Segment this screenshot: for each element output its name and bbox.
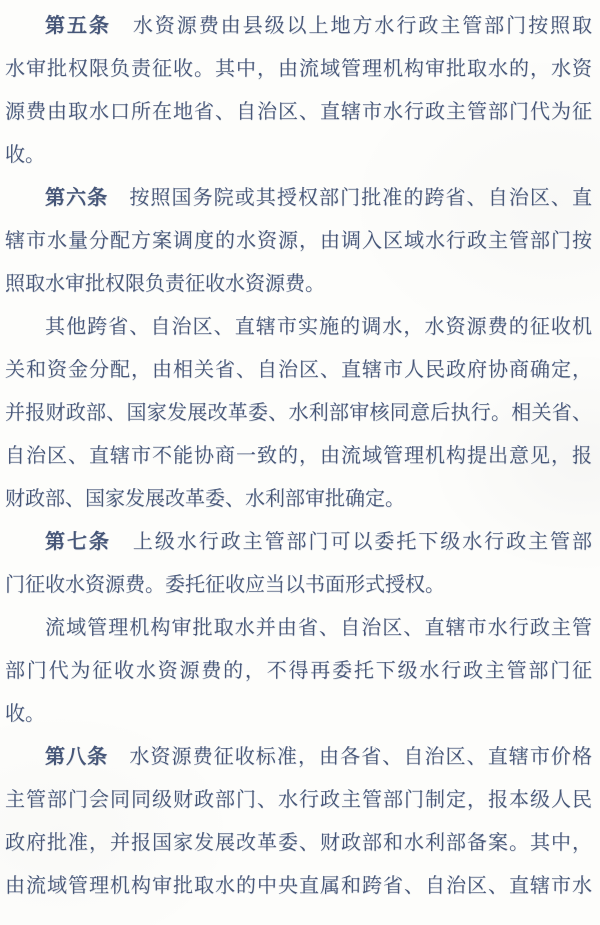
text-line xyxy=(5,865,592,908)
text-line-article-8-start xyxy=(5,736,592,779)
line-text: 按照国务院或其授权部门批准的跨省、自治区、直 xyxy=(108,187,592,209)
text-line-article-7-start xyxy=(5,521,592,564)
text-line xyxy=(5,435,592,478)
line-text: 上级水行政主管部门可以委托下级水行政主管部 xyxy=(110,531,592,553)
line-text: 流域管理机构审批取水并由省、自治区、直辖市水行政主管 xyxy=(45,617,592,639)
text-line-paragraph-end xyxy=(5,134,592,177)
line-text: 源费由取水口所在地省、自治区、直辖市水行政主管部门代为征 xyxy=(5,101,592,123)
article-number: 第七条 xyxy=(45,531,111,553)
line-text: 收。 xyxy=(5,703,45,725)
text-line-paragraph-start xyxy=(5,607,592,650)
line-text: 其他跨省、自治区、直辖市实施的调水，水资源费的征收机 xyxy=(45,316,592,338)
text-line-article-5-start xyxy=(5,5,592,48)
line-text: 由流域管理机构审批取水的中央直属和跨省、自治区、直辖市水 xyxy=(5,875,592,897)
line-text: 辖市水量分配方案调度的水资源，由调入区域水行政主管部门按 xyxy=(5,230,592,252)
line-text: 照取水审批权限负责征收水资源费。 xyxy=(5,273,325,295)
text-line xyxy=(5,822,592,865)
document-text xyxy=(5,5,592,908)
line-text: 部门代为征收水资源费的，不得再委托下级水行政主管部门征 xyxy=(5,660,592,682)
text-line-paragraph-end xyxy=(5,564,592,607)
line-text: 政府批准，并报国家发展改革委、财政部和水利部备案。其中， xyxy=(5,832,592,854)
text-line-article-6-start xyxy=(5,177,592,220)
article-number: 第五条 xyxy=(45,15,111,37)
line-text: 主管部门会同同级财政部门、水行政主管部门制定，报本级人民 xyxy=(5,789,592,811)
text-line xyxy=(5,779,592,822)
article-number: 第八条 xyxy=(45,746,109,768)
text-line-paragraph-end xyxy=(5,693,592,736)
text-line xyxy=(5,48,592,91)
text-line xyxy=(5,650,592,693)
line-text: 水审批权限负责征收。其中，由流域管理机构审批取水的，水资 xyxy=(5,58,592,80)
text-line xyxy=(5,91,592,134)
text-line xyxy=(5,220,592,263)
article-number: 第六条 xyxy=(45,187,109,209)
line-text: 收。 xyxy=(5,144,45,166)
line-text: 并报财政部、国家发展改革委、水利部审核同意后执行。相关省、 xyxy=(5,402,592,424)
line-text: 水资源费征收标准，由各省、自治区、直辖市价格 xyxy=(108,746,592,768)
line-text: 关和资金分配，由相关省、自治区、直辖市人民政府协商确定， xyxy=(5,359,592,381)
line-text: 自治区、直辖市不能协商一致的，由流域管理机构提出意见，报 xyxy=(5,445,592,467)
text-line-paragraph-end xyxy=(5,478,592,521)
line-text: 水资源费由县级以上地方水行政主管部门按照取 xyxy=(110,15,592,37)
text-line xyxy=(5,392,592,435)
text-line-paragraph-start xyxy=(5,306,592,349)
text-line-paragraph-end xyxy=(5,263,592,306)
text-line xyxy=(5,349,592,392)
line-text: 门征收水资源费。委托征收应当以书面形式授权。 xyxy=(5,574,445,596)
line-text: 财政部、国家发展改革委、水利部审批确定。 xyxy=(5,488,405,510)
